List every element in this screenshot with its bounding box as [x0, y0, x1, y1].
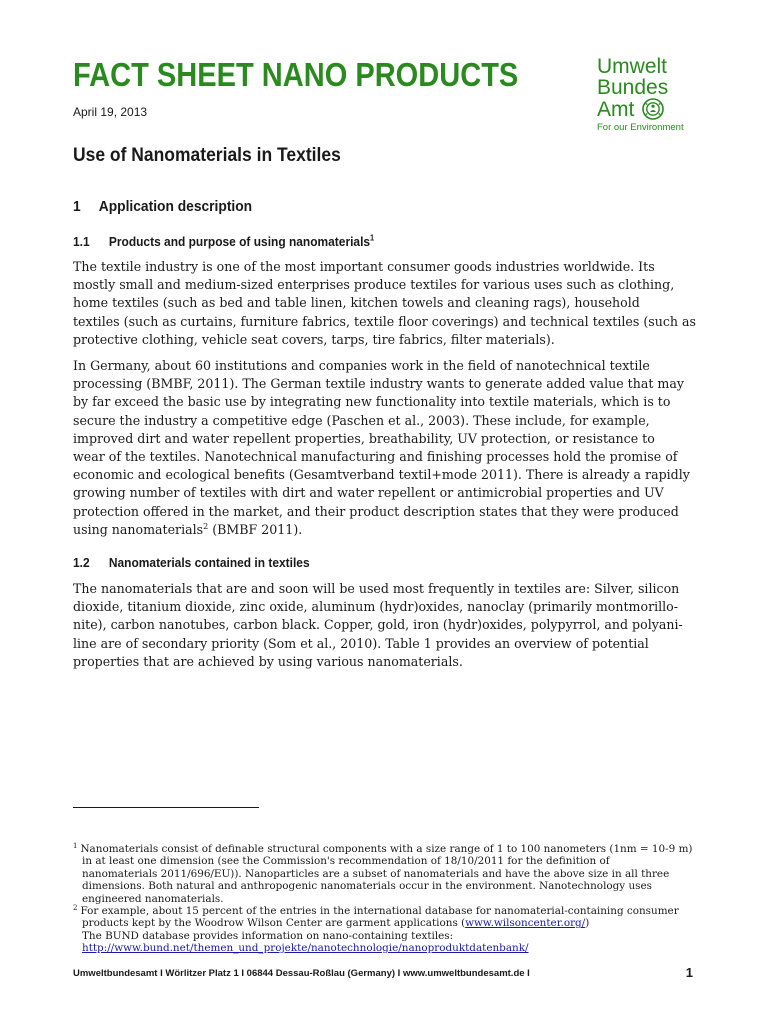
text-line: processing (BMBF, 2011). The German textile industry wants to generate added value that may — [73, 376, 684, 392]
logo-word-bundes: Bundes — [597, 76, 669, 99]
logo-word-amt: Amt — [597, 97, 635, 121]
text-line — [73, 905, 698, 917]
text-line: wear of the textiles. Nanotechnical manufacturing and finishing processes hold the promise of — [73, 449, 678, 465]
text-line: home textiles (such as bed and table linen, kitchen towels and cleaning rags), household — [73, 295, 640, 311]
paragraph-nanomaterials — [73, 580, 695, 671]
text-line: secure the industry a competitive edge (Paschen et al., 2003). These include, for example, — [73, 412, 650, 428]
text-line: protection offered in the market, and their product description states that they were produced — [73, 503, 679, 519]
text-line: line are of secondary priority (Som et al., 2010). Table 1 provides an overview of potential — [73, 635, 649, 651]
text-line: by far exceed the basic use by integrating new functionality into textile materials, which is to — [73, 394, 671, 410]
text-line: nite), carbon nanotubes, carbon black. Copper, gold, iron (hydr)oxides, polypyrrol, and polyani- — [73, 617, 683, 633]
section-title: Nanomaterials contained in textiles — [108, 555, 310, 570]
text-line: engineered nanomaterials. — [82, 892, 224, 905]
text-line: The textile industry is one of the most important consumer goods industries worldwide. Its — [73, 259, 655, 274]
page-number: 1 — [685, 965, 693, 980]
text-line — [73, 917, 698, 929]
text-line: nanomaterials 2011/696/EU)). Nanoparticles are a subset of nanomaterials and have the above size in all three — [82, 867, 670, 880]
section-number: 1 — [73, 198, 81, 215]
footnote-2 — [73, 905, 698, 955]
footnote-ref-1[interactable]: 1 — [370, 233, 375, 243]
text-line — [73, 942, 698, 954]
footnote-1 — [73, 843, 698, 905]
text-line: improved dirt and water repellent properties, breathability, UV protection, or resistance to — [73, 430, 655, 446]
text-line: The nanomaterials that are and soon will be used most frequently in textiles are: Silver, silicon — [73, 581, 680, 596]
text-line: protective clothing, vehicle seat covers, tarps, tire fabrics, filter materials). — [73, 331, 555, 347]
uba-logo — [597, 56, 697, 133]
text-line: properties that are achieved by using various nanomaterials. — [73, 653, 463, 669]
text-line: mostly small and medium-sized enterprises produce textiles for various uses such as clothing, — [73, 277, 675, 293]
text-fragment: For example, about 15 percent of the entries in the international database for nanomaterial-containing consumer — [80, 905, 679, 917]
page-footer: Umweltbundesamt I Wörlitzer Platz 1 I 06844 Dessau-Roßlau (Germany) I www.umweltbundesamt.de I — [73, 968, 530, 979]
section-number: 1.1 — [73, 234, 90, 249]
footnote-mark: 1 — [73, 841, 78, 850]
section-heading-1-2 — [73, 555, 310, 570]
text-line: In Germany, about 60 institutions and companies work in the field of nanotechnical textile — [73, 358, 650, 373]
footnote-separator — [73, 807, 259, 808]
text-fragment: (BMBF 2011). — [208, 521, 303, 537]
section-heading-1-1 — [73, 234, 374, 249]
text-line — [73, 521, 695, 539]
text-fragment: ) — [585, 917, 590, 930]
paragraph-textile-industry — [73, 258, 695, 349]
globe-people-icon — [642, 98, 664, 120]
text-line: in at least one dimension (see the Commission's recommendation of 18/10/2011 for the definition of — [82, 855, 610, 868]
document-title: Use of Nanomaterials in Textiles — [73, 145, 341, 166]
text-line: growing number of textiles with dirt and water repellent or antimicrobial properties and UV — [73, 485, 664, 501]
section-heading-1 — [73, 198, 252, 215]
footnote-mark: 2 — [73, 903, 78, 912]
text-fragment: using nanomaterials — [73, 521, 204, 537]
text-line: dimensions. Both natural and anthropogenic nanomaterials occur in the environment. Nanotechnology uses — [82, 880, 652, 893]
text-line: dioxide, titanium dioxide, zinc oxide, aluminum (hydr)oxides, nanoclay (primarily montmorillo- — [73, 599, 679, 615]
logo-word-umwelt: Umwelt — [597, 55, 668, 78]
paragraph-germany — [73, 357, 695, 539]
text-line: economic and ecological benefits (Gesamtverband textil+mode 2011). There is already a rapidly — [73, 467, 690, 483]
text-fragment: Nanomaterials consist of definable structural components with a size range of 1 to 100 nanometers (1nm = 10-9 m) — [80, 843, 693, 855]
bund-database-link[interactable]: http://www.bund.net/themen_und_projekte/nanotechnologie/nanoproduktdatenbank/ — [82, 942, 529, 955]
text-line — [73, 843, 698, 855]
text-line: textiles (such as curtains, furniture fabrics, textile floor coverings) and technical textiles (such as — [73, 313, 696, 329]
wilsoncenter-link[interactable]: www.wilsoncenter.org/ — [465, 917, 586, 930]
section-title: Products and purpose of using nanomaterials — [108, 234, 371, 249]
publication-date: April 19, 2013 — [73, 105, 148, 119]
section-number: 1.2 — [73, 555, 90, 570]
logo-tagline: For our Environment — [597, 122, 684, 133]
fact-sheet-title: FACT SHEET NANO PRODUCTS — [73, 56, 519, 93]
text-line: The BUND database provides information on nano-containing textiles: — [82, 929, 454, 942]
text-fragment: products kept by the Woodrow Wilson Center are garment applications ( — [82, 917, 466, 930]
footnote-ref-2[interactable]: 2 — [203, 521, 209, 531]
section-title: Application description — [98, 198, 253, 215]
